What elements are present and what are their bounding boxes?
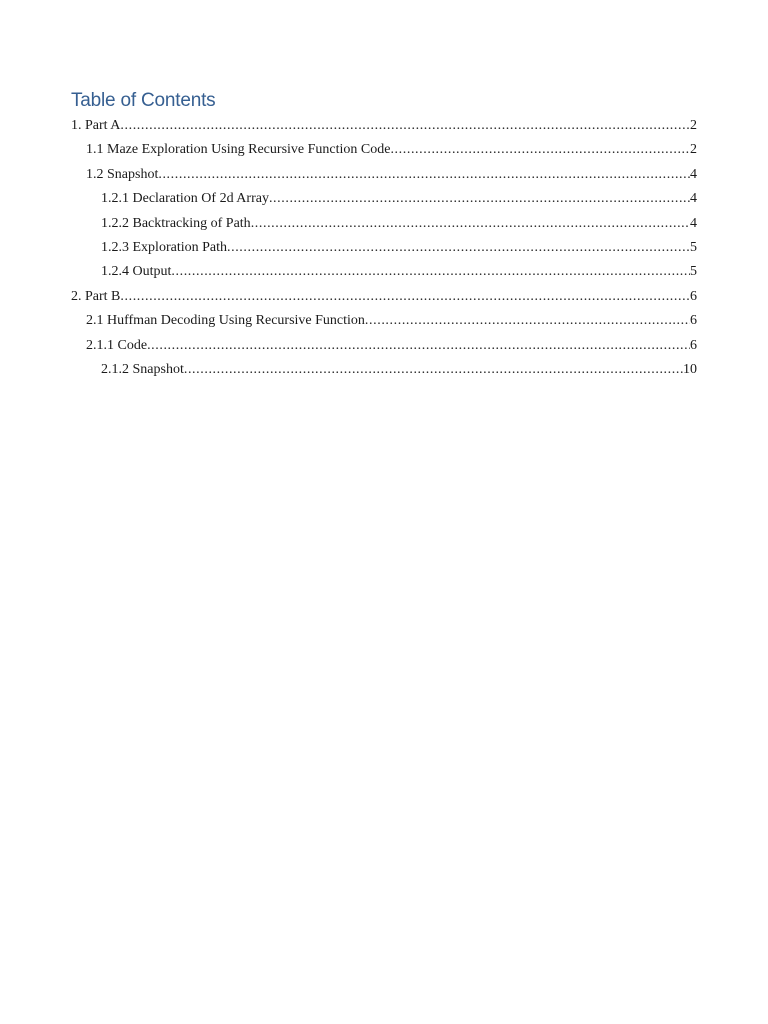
toc-entry-title: 1. Part A (71, 118, 121, 133)
toc-dot-leader (158, 163, 690, 187)
toc-dot-leader (120, 285, 690, 309)
toc-dot-leader (184, 358, 683, 382)
toc-dot-leader (251, 212, 690, 236)
toc-entry-title: 2. Part B (71, 288, 121, 304)
toc-entry-page: 6 (690, 313, 697, 329)
toc-entry-page: 2 (690, 142, 697, 158)
toc-entry-title: 1.2.3 Exploration Path (101, 239, 227, 255)
toc-entry-page: 4 (690, 166, 697, 182)
toc-entry-page: 6 (690, 337, 697, 353)
toc-dot-leader (390, 138, 690, 162)
toc-entry[interactable] (71, 138, 697, 162)
toc-entry[interactable] (71, 358, 697, 382)
toc-dot-leader (120, 114, 690, 138)
toc-entry-page: 5 (690, 239, 697, 255)
toc-entry[interactable] (71, 285, 697, 309)
toc-entry[interactable] (71, 334, 697, 358)
toc-heading: Table of Contents (71, 90, 216, 111)
toc-entry-title: 1.2 Snapshot (86, 166, 159, 182)
toc-dot-leader (365, 309, 690, 333)
toc-entry[interactable] (71, 260, 697, 284)
toc-list (71, 114, 697, 382)
toc-entry-page: 10 (683, 361, 697, 377)
toc-dot-leader (171, 260, 690, 284)
toc-entry-title: 2.1.1 Code (86, 337, 148, 353)
toc-entry[interactable] (71, 309, 697, 333)
toc-entry-title: 1.2.2 Backtracking of Path (101, 215, 251, 231)
table-of-contents (71, 88, 697, 382)
toc-entry-page: 4 (690, 191, 697, 207)
toc-entry-title: 2.1.2 Snapshot (101, 361, 184, 377)
toc-entry[interactable] (71, 212, 697, 236)
toc-entry-title: 1.2.1 Declaration Of 2d Array (101, 191, 269, 207)
toc-entry-title: 1.2.4 Output (101, 264, 172, 280)
toc-entry-page: 4 (690, 215, 697, 231)
toc-entry-page: 2 (690, 118, 697, 133)
toc-entry-page: 5 (690, 264, 697, 280)
toc-entry[interactable] (71, 114, 697, 138)
toc-dot-leader (227, 236, 690, 260)
toc-entry-page: 6 (690, 288, 697, 304)
toc-entry-title: 1.1 Maze Exploration Using Recursive Function Code (86, 142, 391, 158)
toc-entry[interactable] (71, 163, 697, 187)
toc-entry[interactable] (71, 236, 697, 260)
toc-entry-title: 2.1 Huffman Decoding Using Recursive Function (86, 313, 365, 329)
toc-dot-leader (147, 334, 690, 358)
toc-dot-leader (269, 187, 690, 211)
toc-entry[interactable] (71, 187, 697, 211)
